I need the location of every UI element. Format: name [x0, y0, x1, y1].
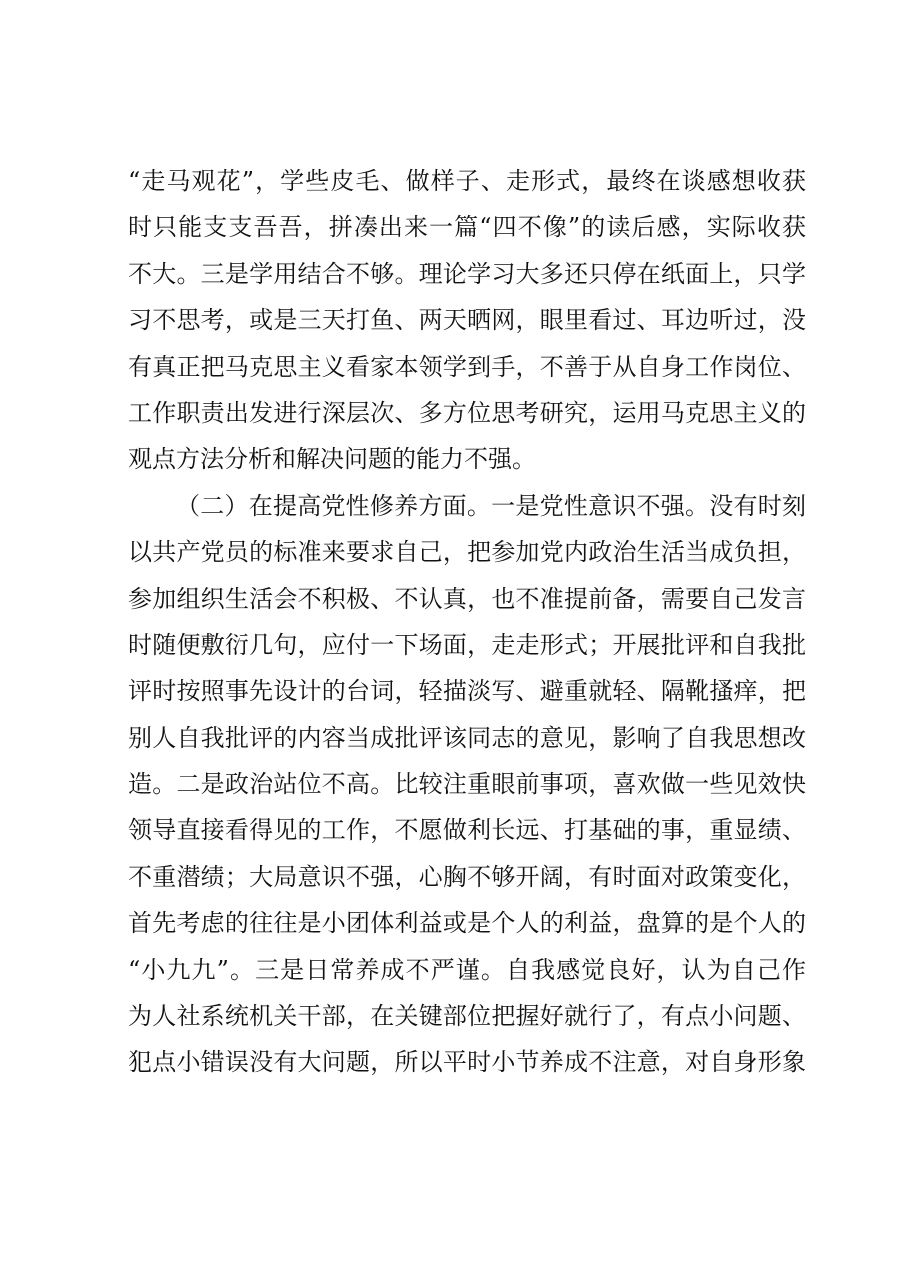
text-line: 别人自我批评的内容当成批评该同志的意见，影响了自我思想改	[128, 723, 806, 752]
text-line: 造。二是政治站位不高。比较注重眼前事项，喜欢做一些见效快	[128, 770, 806, 799]
text-line: 不大。三是学用结合不够。理论学习大多还只停在纸面上，只学	[128, 259, 806, 288]
text-line: 观点方法分析和解决问题的能力不强。	[128, 445, 536, 474]
text-line: 评时按照事先设计的台词，轻描淡写、避重就轻、隔靴搔痒，把	[128, 677, 806, 706]
text-line: 为人社系统机关干部，在关键部位把握好就行了，有点小问题、	[128, 1002, 806, 1031]
text-line: “走马观花”，学些皮毛、做样子、走形式，最终在谈感想收获	[128, 167, 806, 195]
text-line: 时只能支支吾吾，拼凑出来一篇“四不像”的读后感，实际收获	[128, 213, 806, 242]
text-line: 有真正把马克思主义看家本领学到手，不善于从自身工作岗位、	[128, 352, 806, 381]
text-line: 参加组织生活会不积极、不认真，也不准提前备，需要自己发言	[128, 584, 806, 613]
text-line: 领导直接看得见的工作，不愿做利长远、打基础的事，重显绩、	[128, 816, 806, 845]
text-line: 习不思考，或是三天打鱼、两天晒网，眼里看过、耳边听过，没	[128, 306, 806, 335]
text-line: 犯点小错误没有大问题，所以平时小节养成不注意，对自身形象	[128, 1048, 806, 1077]
text-line: 工作职责出发进行深层次、多方位思考研究，运用马克思主义的	[128, 398, 806, 427]
text-line: 首先考虑的往往是小团体利益或是个人的利益，盘算的是个人的	[128, 909, 806, 938]
paragraph-heading-line: （二）在提高党性修养方面。一是党性意识不强。没有时刻	[176, 491, 806, 520]
text-line: 以共产党员的标准来要求自己，把参加党内政治生活当成负担，	[128, 538, 806, 567]
text-line: 时随便敷衍几句，应付一下场面，走走形式；开展批评和自我批	[128, 630, 806, 659]
body-text	[128, 158, 806, 1086]
text-line: “小九九”。三是日常养成不严谨。自我感觉良好，认为自己作	[128, 955, 806, 984]
text-line: 不重潜绩；大局意识不强，心胸不够开阔，有时面对政策变化，	[128, 862, 806, 891]
